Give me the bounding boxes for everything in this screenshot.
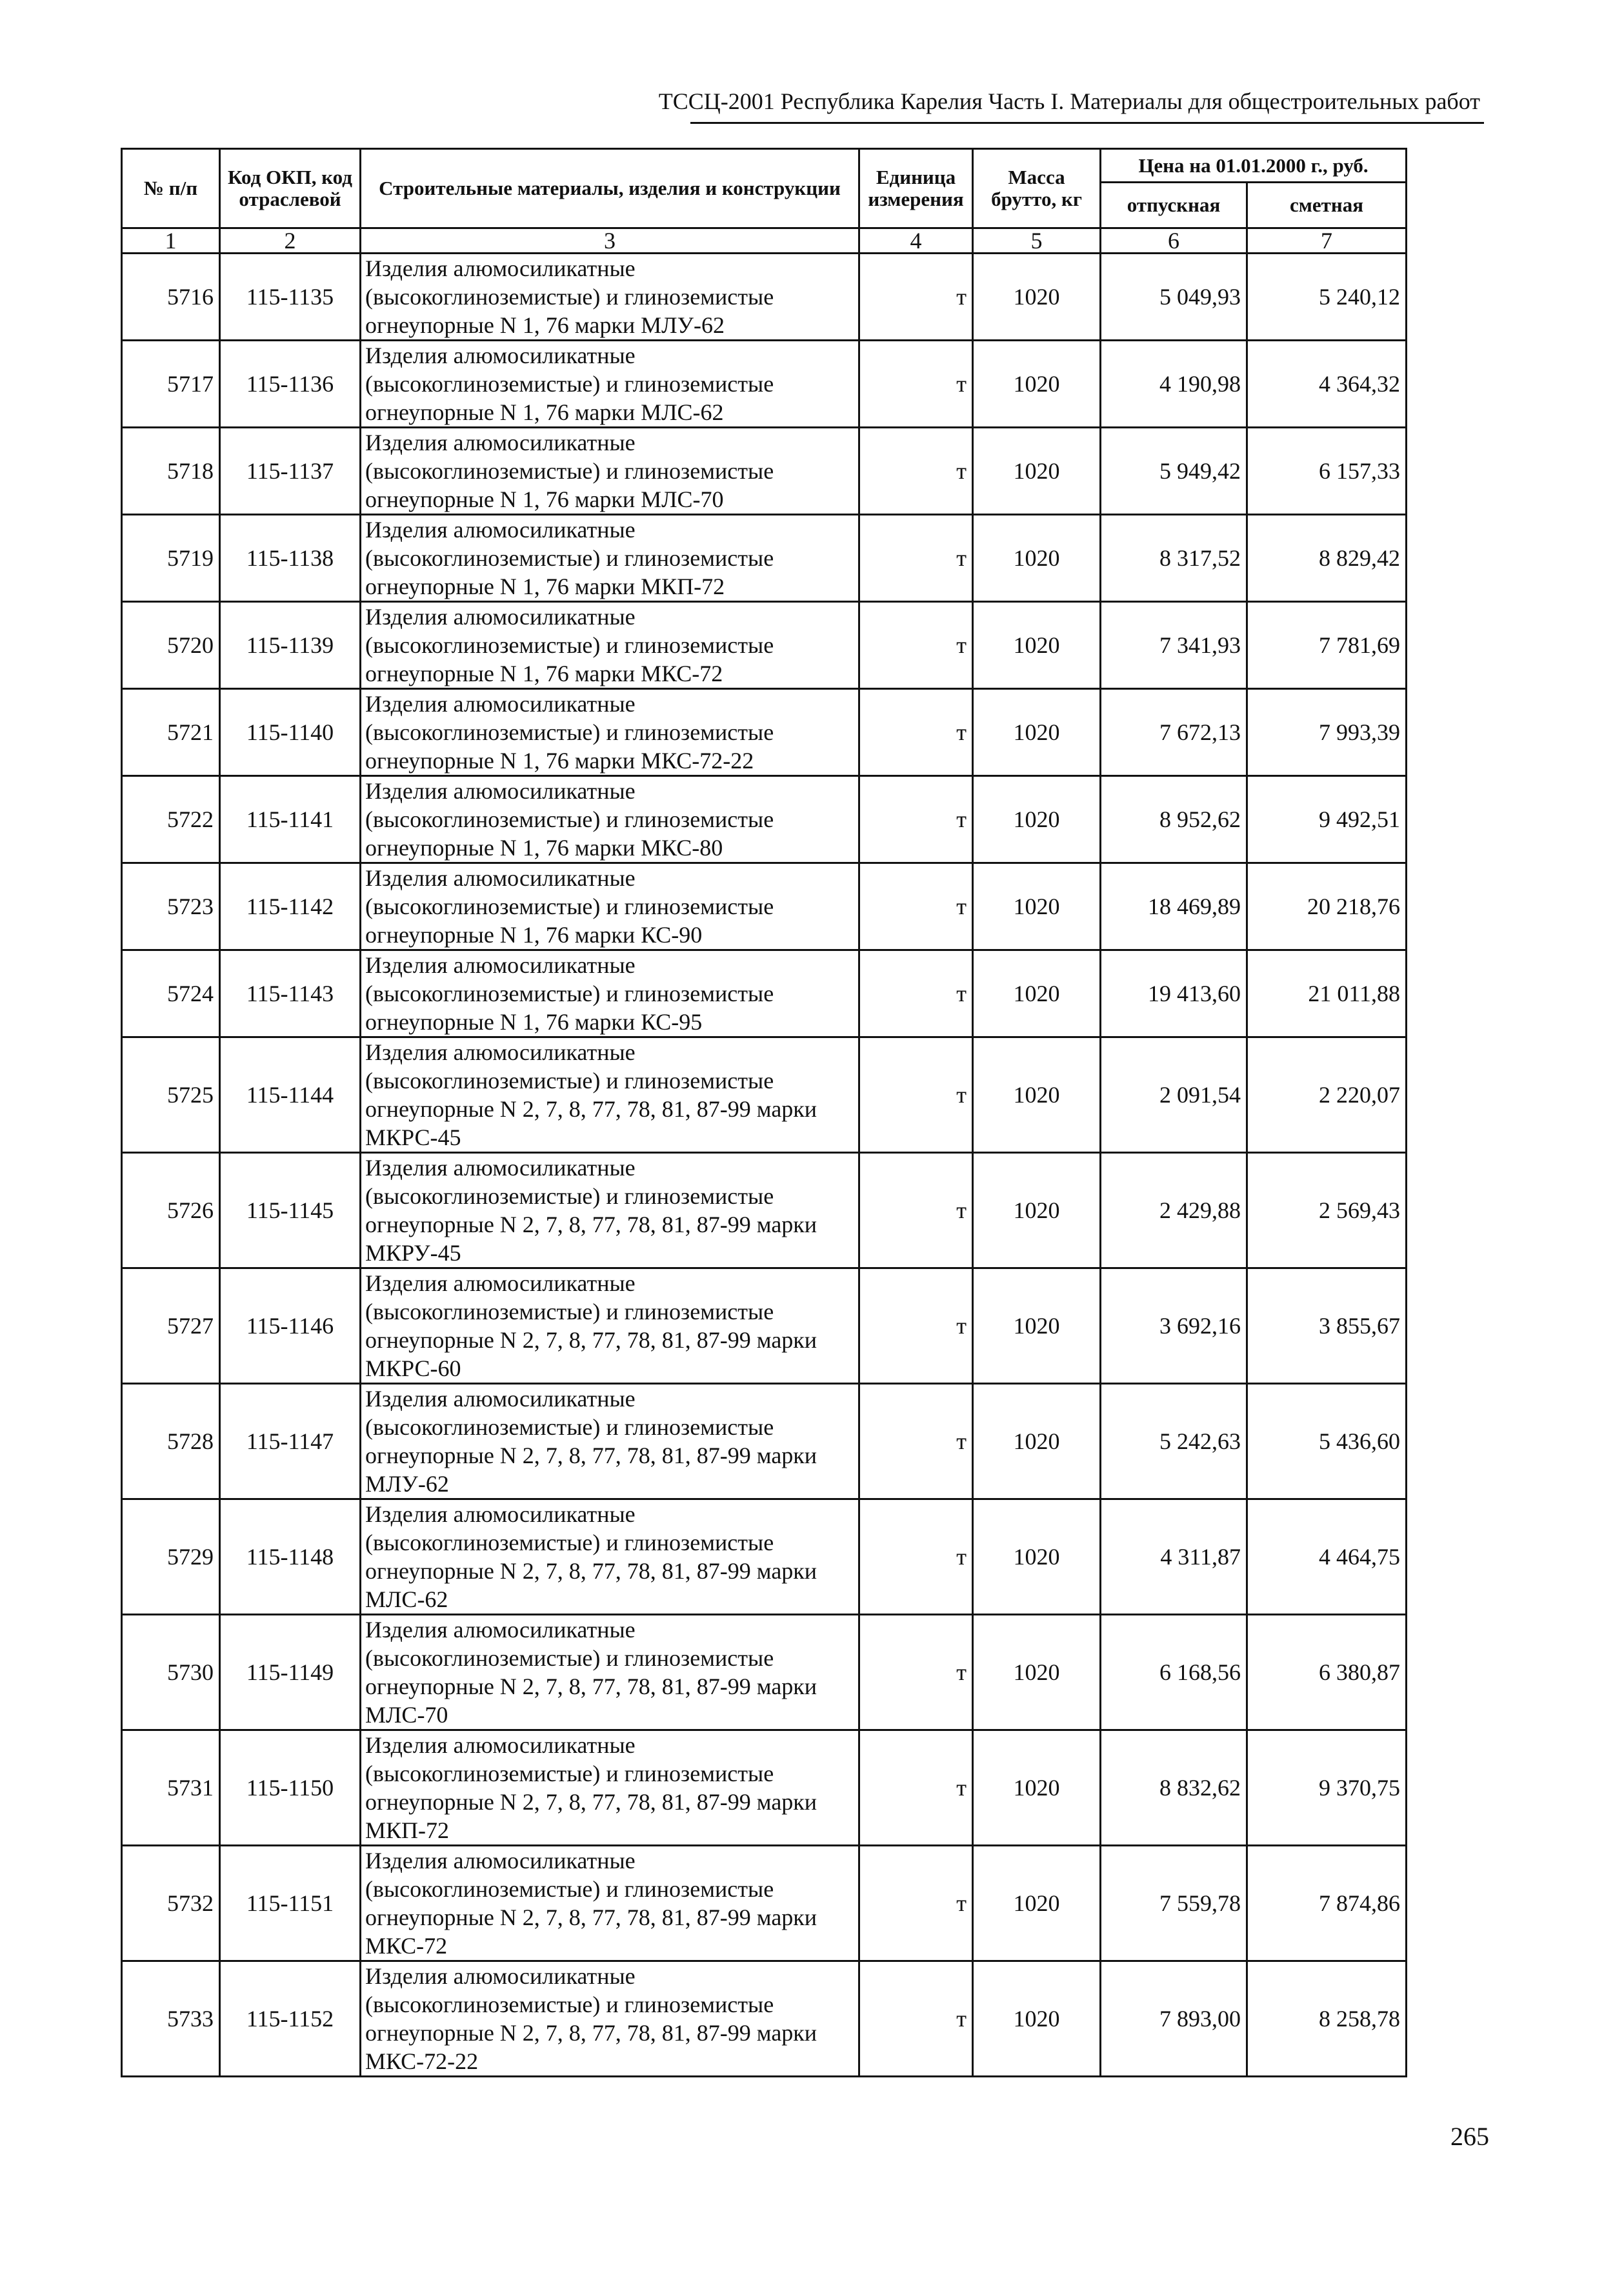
- gross-mass: 1020: [973, 1268, 1101, 1384]
- unit: т: [859, 1846, 973, 1961]
- okp-code: 115-1149: [220, 1615, 361, 1730]
- estimate-price: 5 436,60: [1247, 1384, 1407, 1499]
- table-row: [122, 1615, 1407, 1730]
- row-number: 5722: [122, 776, 220, 863]
- table-row: [122, 1268, 1407, 1384]
- description-line: МКП-72: [365, 1817, 450, 1843]
- release-price: 7 341,93: [1101, 602, 1247, 689]
- material-description: [361, 1846, 859, 1961]
- row-number: 5725: [122, 1037, 220, 1153]
- gross-mass: 1020: [973, 863, 1101, 950]
- description-line: (высокоглиноземистые) и глиноземистые: [365, 806, 774, 832]
- estimate-price: 8 829,42: [1247, 515, 1407, 602]
- release-price: 7 559,78: [1101, 1846, 1247, 1961]
- okp-code: 115-1135: [220, 254, 361, 341]
- table-row: [122, 428, 1407, 515]
- estimate-price: 7 993,39: [1247, 689, 1407, 776]
- estimate-price: 8 258,78: [1247, 1961, 1407, 2077]
- description-line: МКС-72: [365, 1933, 448, 1959]
- description-line: (высокоглиноземистые) и глиноземистые: [365, 719, 774, 745]
- material-description: [361, 254, 859, 341]
- description-line: Изделия алюмосиликатные: [365, 430, 636, 455]
- description-line: Изделия алюмосиликатные: [365, 1501, 636, 1527]
- gross-mass: 1020: [973, 776, 1101, 863]
- table-body: [122, 254, 1407, 2077]
- okp-code: 115-1142: [220, 863, 361, 950]
- gross-mass: 1020: [973, 428, 1101, 515]
- running-header: ТССЦ-2001 Республика Карелия Часть I. Материалы для общестроительных работ: [658, 88, 1480, 114]
- table-row: [122, 1961, 1407, 2077]
- description-line: огнеупорные N 2, 7, 8, 77, 78, 81, 87-99 марки: [365, 1789, 817, 1815]
- table-row: [122, 950, 1407, 1037]
- table-row: [122, 1037, 1407, 1153]
- description-line: (высокоглиноземистые) и глиноземистые: [365, 545, 774, 571]
- estimate-price: 3 855,67: [1247, 1268, 1407, 1384]
- table-row: [122, 1730, 1407, 1846]
- row-number: 5720: [122, 602, 220, 689]
- table-row: [122, 689, 1407, 776]
- description-line: Изделия алюмосиликатные: [365, 1155, 636, 1181]
- gross-mass: 1020: [973, 1730, 1101, 1846]
- unit: т: [859, 1268, 973, 1384]
- okp-code: 115-1147: [220, 1384, 361, 1499]
- unit: т: [859, 1615, 973, 1730]
- header-divider: [690, 122, 1484, 124]
- gross-mass: 1020: [973, 1615, 1101, 1730]
- material-description: [361, 776, 859, 863]
- material-description: [361, 1384, 859, 1499]
- unit: т: [859, 689, 973, 776]
- unit: т: [859, 254, 973, 341]
- description-line: огнеупорные N 1, 76 марки КС-90: [365, 922, 703, 948]
- description-line: МЛУ-62: [365, 1471, 449, 1497]
- col-header-price-release: отпускная: [1101, 183, 1247, 228]
- row-number: 5717: [122, 341, 220, 428]
- description-line: (высокоглиноземистые) и глиноземистые: [365, 371, 774, 397]
- description-line: Изделия алюмосиликатные: [365, 255, 636, 281]
- estimate-price: 7 874,86: [1247, 1846, 1407, 1961]
- row-number: 5719: [122, 515, 220, 602]
- release-price: 18 469,89: [1101, 863, 1247, 950]
- gross-mass: 1020: [973, 341, 1101, 428]
- material-description: [361, 602, 859, 689]
- column-number: 6: [1101, 228, 1247, 254]
- description-line: огнеупорные N 2, 7, 8, 77, 78, 81, 87-99 марки: [365, 1904, 817, 1930]
- description-line: огнеупорные N 2, 7, 8, 77, 78, 81, 87-99 марки: [365, 1443, 817, 1468]
- release-price: 8 317,52: [1101, 515, 1247, 602]
- column-number: 7: [1247, 228, 1407, 254]
- col-header-code: Код ОКП, код отраслевой: [220, 149, 361, 228]
- description-line: (высокоглиноземистые) и глиноземистые: [365, 1414, 774, 1440]
- unit: т: [859, 950, 973, 1037]
- page-number: 265: [1450, 2122, 1489, 2151]
- description-line: МЛС-62: [365, 1586, 448, 1612]
- description-line: Изделия алюмосиликатные: [365, 1270, 636, 1296]
- unit: т: [859, 1037, 973, 1153]
- unit: т: [859, 515, 973, 602]
- description-line: огнеупорные N 2, 7, 8, 77, 78, 81, 87-99 марки: [365, 1674, 817, 1699]
- description-line: (высокоглиноземистые) и глиноземистые: [365, 1299, 774, 1324]
- row-number: 5716: [122, 254, 220, 341]
- okp-code: 115-1146: [220, 1268, 361, 1384]
- estimate-price: 9 370,75: [1247, 1730, 1407, 1846]
- description-line: (высокоглиноземистые) и глиноземистые: [365, 1645, 774, 1671]
- okp-code: 115-1150: [220, 1730, 361, 1846]
- description-line: (высокоглиноземистые) и глиноземистые: [365, 1183, 774, 1209]
- material-description: [361, 1268, 859, 1384]
- description-line: Изделия алюмосиликатные: [365, 778, 636, 804]
- description-line: огнеупорные N 1, 76 марки МКП-72: [365, 574, 725, 599]
- description-line: огнеупорные N 1, 76 марки МЛС-62: [365, 399, 724, 425]
- table-row: [122, 341, 1407, 428]
- gross-mass: 1020: [973, 1961, 1101, 2077]
- estimate-price: 6 380,87: [1247, 1615, 1407, 1730]
- material-description: [361, 863, 859, 950]
- okp-code: 115-1139: [220, 602, 361, 689]
- description-line: (высокоглиноземистые) и глиноземистые: [365, 1761, 774, 1786]
- estimate-price: 4 464,75: [1247, 1499, 1407, 1615]
- material-description: [361, 1730, 859, 1846]
- row-number: 5721: [122, 689, 220, 776]
- release-price: 4 311,87: [1101, 1499, 1247, 1615]
- release-price: 3 692,16: [1101, 1268, 1247, 1384]
- row-number: 5724: [122, 950, 220, 1037]
- release-price: 2 091,54: [1101, 1037, 1247, 1153]
- table-row: [122, 602, 1407, 689]
- release-price: 5 949,42: [1101, 428, 1247, 515]
- okp-code: 115-1144: [220, 1037, 361, 1153]
- okp-code: 115-1136: [220, 341, 361, 428]
- description-line: огнеупорные N 1, 76 марки МЛУ-62: [365, 312, 725, 338]
- material-description: [361, 1037, 859, 1153]
- description-line: (высокоглиноземистые) и глиноземистые: [365, 284, 774, 310]
- material-description: [361, 1615, 859, 1730]
- col-header-mass: Масса брутто, кг: [973, 149, 1101, 228]
- description-line: огнеупорные N 1, 76 марки МКС-80: [365, 835, 723, 861]
- column-number: 5: [973, 228, 1101, 254]
- gross-mass: 1020: [973, 1153, 1101, 1268]
- estimate-price: 4 364,32: [1247, 341, 1407, 428]
- description-line: огнеупорные N 1, 76 марки МКС-72-22: [365, 748, 754, 774]
- gross-mass: 1020: [973, 1499, 1101, 1615]
- material-description: [361, 1153, 859, 1268]
- row-number: 5731: [122, 1730, 220, 1846]
- unit: т: [859, 1961, 973, 2077]
- description-line: Изделия алюмосиликатные: [365, 1732, 636, 1758]
- description-line: огнеупорные N 1, 76 марки МКС-72: [365, 661, 723, 686]
- row-number: 5733: [122, 1961, 220, 2077]
- description-line: огнеупорные N 2, 7, 8, 77, 78, 81, 87-99 марки: [365, 2020, 817, 2046]
- description-line: Изделия алюмосиликатные: [365, 1963, 636, 1989]
- unit: т: [859, 428, 973, 515]
- gross-mass: 1020: [973, 1846, 1101, 1961]
- description-line: огнеупорные N 2, 7, 8, 77, 78, 81, 87-99 марки: [365, 1096, 817, 1122]
- okp-code: 115-1140: [220, 689, 361, 776]
- table-row: [122, 254, 1407, 341]
- material-description: [361, 689, 859, 776]
- release-price: 5 049,93: [1101, 254, 1247, 341]
- description-line: (высокоглиноземистые) и глиноземистые: [365, 1876, 774, 1902]
- unit: т: [859, 1384, 973, 1499]
- release-price: 7 672,13: [1101, 689, 1247, 776]
- description-line: (высокоглиноземистые) и глиноземистые: [365, 894, 774, 919]
- table-row: [122, 863, 1407, 950]
- material-description: [361, 950, 859, 1037]
- row-number: 5730: [122, 1615, 220, 1730]
- col-header-unit: Единица измерения: [859, 149, 973, 228]
- okp-code: 115-1138: [220, 515, 361, 602]
- material-description: [361, 515, 859, 602]
- description-line: Изделия алюмосиликатные: [365, 865, 636, 891]
- description-line: Изделия алюмосиликатные: [365, 691, 636, 717]
- okp-code: 115-1148: [220, 1499, 361, 1615]
- unit: т: [859, 602, 973, 689]
- unit: т: [859, 776, 973, 863]
- table-row: [122, 515, 1407, 602]
- gross-mass: 1020: [973, 515, 1101, 602]
- estimate-price: 9 492,51: [1247, 776, 1407, 863]
- col-header-num: № п/п: [122, 149, 220, 228]
- release-price: 8 832,62: [1101, 1730, 1247, 1846]
- release-price: 19 413,60: [1101, 950, 1247, 1037]
- material-description: [361, 1499, 859, 1615]
- description-line: Изделия алюмосиликатные: [365, 517, 636, 543]
- description-line: (высокоглиноземистые) и глиноземистые: [365, 632, 774, 658]
- description-line: (высокоглиноземистые) и глиноземистые: [365, 1530, 774, 1555]
- release-price: 7 893,00: [1101, 1961, 1247, 2077]
- release-price: 2 429,88: [1101, 1153, 1247, 1268]
- description-line: огнеупорные N 1, 76 марки КС-95: [365, 1009, 703, 1035]
- description-line: МКРС-60: [365, 1355, 461, 1381]
- column-number: 4: [859, 228, 973, 254]
- table-row: [122, 776, 1407, 863]
- table-row: [122, 1384, 1407, 1499]
- col-header-price-estimate: сметная: [1247, 183, 1407, 228]
- column-number-row: [122, 228, 1407, 254]
- description-line: огнеупорные N 2, 7, 8, 77, 78, 81, 87-99 марки: [365, 1558, 817, 1584]
- okp-code: 115-1143: [220, 950, 361, 1037]
- description-line: МЛС-70: [365, 1702, 448, 1728]
- estimate-price: 21 011,88: [1247, 950, 1407, 1037]
- estimate-price: 7 781,69: [1247, 602, 1407, 689]
- description-line: огнеупорные N 1, 76 марки МЛС-70: [365, 486, 724, 512]
- description-line: (высокоглиноземистые) и глиноземистые: [365, 458, 774, 484]
- estimate-price: 6 157,33: [1247, 428, 1407, 515]
- unit: т: [859, 1499, 973, 1615]
- row-number: 5732: [122, 1846, 220, 1961]
- description-line: (высокоглиноземистые) и глиноземистые: [365, 981, 774, 1006]
- row-number: 5723: [122, 863, 220, 950]
- material-description: [361, 341, 859, 428]
- material-description: [361, 428, 859, 515]
- table-row: [122, 1499, 1407, 1615]
- table-row: [122, 1846, 1407, 1961]
- okp-code: 115-1137: [220, 428, 361, 515]
- material-description: [361, 1961, 859, 2077]
- col-header-price-group: Цена на 01.01.2000 г., руб.: [1101, 149, 1407, 183]
- column-number: 1: [122, 228, 220, 254]
- release-price: 8 952,62: [1101, 776, 1247, 863]
- gross-mass: 1020: [973, 1384, 1101, 1499]
- okp-code: 115-1141: [220, 776, 361, 863]
- release-price: 5 242,63: [1101, 1384, 1247, 1499]
- unit: т: [859, 1730, 973, 1846]
- gross-mass: 1020: [973, 602, 1101, 689]
- estimate-price: 2 220,07: [1247, 1037, 1407, 1153]
- description-line: огнеупорные N 2, 7, 8, 77, 78, 81, 87-99 марки: [365, 1212, 817, 1237]
- description-line: (высокоглиноземистые) и глиноземистые: [365, 1992, 774, 2017]
- release-price: 4 190,98: [1101, 341, 1247, 428]
- description-line: Изделия алюмосиликатные: [365, 1848, 636, 1874]
- estimate-price: 20 218,76: [1247, 863, 1407, 950]
- row-number: 5718: [122, 428, 220, 515]
- col-header-name: Строительные материалы, изделия и конструкции: [361, 149, 859, 228]
- gross-mass: 1020: [973, 689, 1101, 776]
- row-number: 5726: [122, 1153, 220, 1268]
- materials-price-table: [121, 148, 1407, 2077]
- unit: т: [859, 341, 973, 428]
- description-line: Изделия алюмосиликатные: [365, 343, 636, 368]
- gross-mass: 1020: [973, 1037, 1101, 1153]
- description-line: (высокоглиноземистые) и глиноземистые: [365, 1068, 774, 1094]
- description-line: МКС-72-22: [365, 2048, 479, 2074]
- unit: т: [859, 1153, 973, 1268]
- description-line: Изделия алюмосиликатные: [365, 1039, 636, 1065]
- description-line: МКРУ-45: [365, 1240, 461, 1266]
- estimate-price: 5 240,12: [1247, 254, 1407, 341]
- description-line: Изделия алюмосиликатные: [365, 604, 636, 630]
- row-number: 5727: [122, 1268, 220, 1384]
- table-row: [122, 1153, 1407, 1268]
- description-line: МКРС-45: [365, 1125, 461, 1150]
- okp-code: 115-1151: [220, 1846, 361, 1961]
- column-number: 2: [220, 228, 361, 254]
- description-line: огнеупорные N 2, 7, 8, 77, 78, 81, 87-99 марки: [365, 1327, 817, 1353]
- release-price: 6 168,56: [1101, 1615, 1247, 1730]
- row-number: 5729: [122, 1499, 220, 1615]
- column-number: 3: [361, 228, 859, 254]
- estimate-price: 2 569,43: [1247, 1153, 1407, 1268]
- description-line: Изделия алюмосиликатные: [365, 952, 636, 978]
- description-line: Изделия алюмосиликатные: [365, 1386, 636, 1412]
- gross-mass: 1020: [973, 950, 1101, 1037]
- row-number: 5728: [122, 1384, 220, 1499]
- okp-code: 115-1145: [220, 1153, 361, 1268]
- gross-mass: 1020: [973, 254, 1101, 341]
- unit: т: [859, 863, 973, 950]
- okp-code: 115-1152: [220, 1961, 361, 2077]
- description-line: Изделия алюмосиликатные: [365, 1617, 636, 1643]
